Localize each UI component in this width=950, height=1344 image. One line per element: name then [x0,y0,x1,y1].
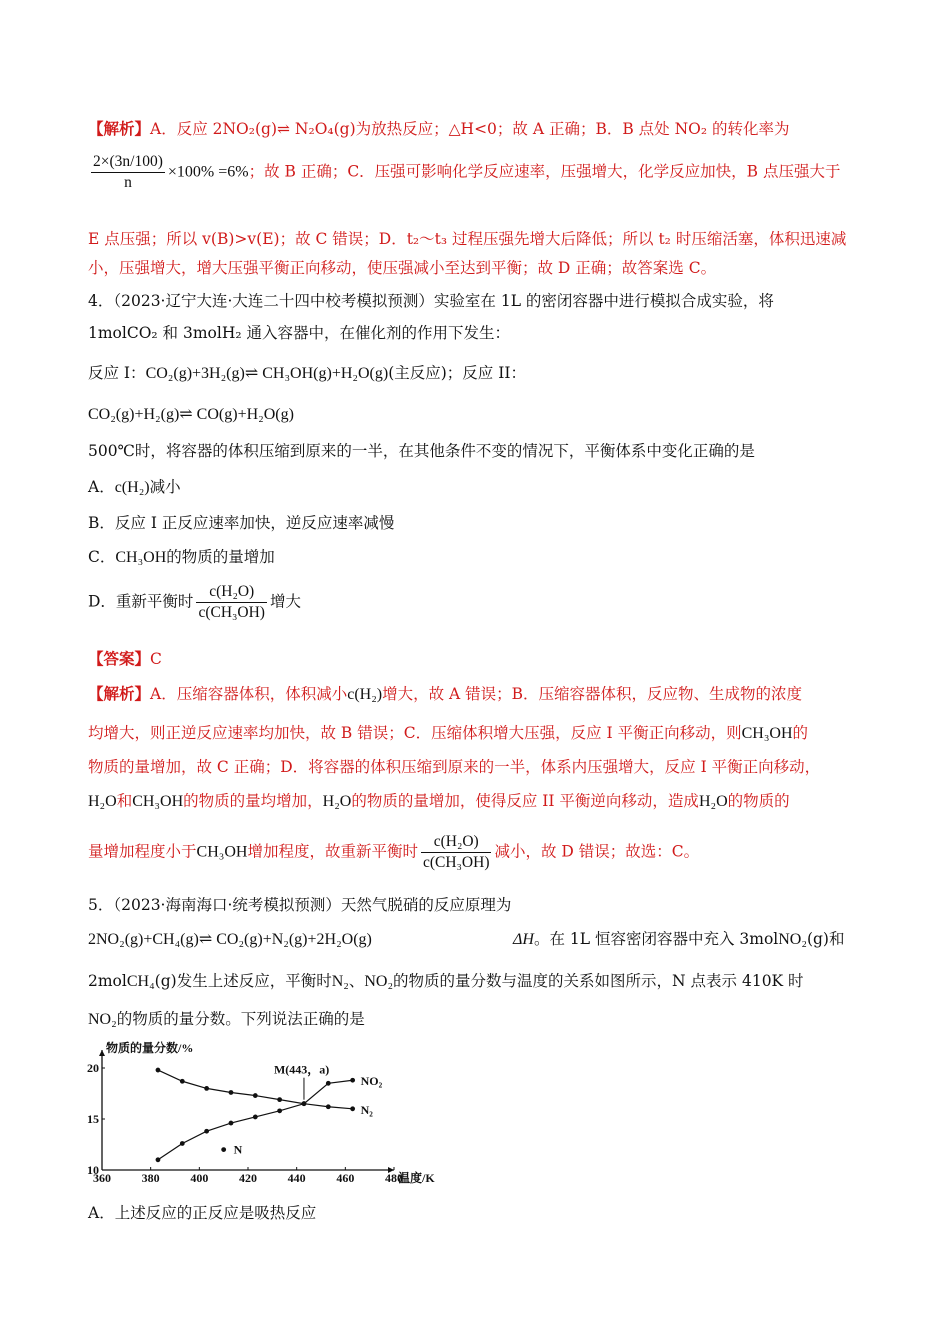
analysis-text: 的物质的 [727,792,790,810]
data-point [180,1141,185,1146]
q4-option-d [88,582,301,623]
series-label: NO₂ [360,1074,383,1089]
q5-math: NO₂ [778,931,807,948]
q5-text: (g)发生上述反应，平衡时 [154,972,332,990]
q4-analysis-line3: 物质的量增加，故 C 正确；D．将容器的体积压缩到原来的一半，体系内压强增大，反应 I 平衡正向移动， [88,758,821,776]
y-axis-arrow [99,1050,105,1056]
q5-math: NO₂ [88,1011,117,1028]
option-c-math: CH₃OH [115,549,167,566]
analysis-math: CH₃OH [196,843,248,861]
analysis-text: 和 [116,792,133,810]
option-c-text: 的物质的量增加 [166,548,275,566]
q4-answer [88,648,162,670]
point-n-label: N [233,1142,243,1157]
x-tick-label: 400 [190,1171,209,1185]
q3-analysis-line1 [88,118,790,140]
q3-analysis-text1: A．反应 2NO₂(g)⇌ N₂O₄(g)为放热反应；△H<0；故 A 正确；B．B 点处 NO₂ 的转化率为 [150,120,790,138]
q5-text: (g)和 [806,930,845,948]
analysis-tag: 【解析】 [88,684,151,703]
q4-stem-line5: 500℃时，将容器的体积压缩到原来的一半，在其他条件不变的情况下，平衡体系中变化正确的是 [88,442,755,460]
y-tick-label: 15 [87,1112,99,1126]
reaction-1-label: 反应 I： [88,364,146,382]
analysis-math: CH₃OH [741,725,793,742]
analysis-text: A．压缩容器体积，体积减小 [150,685,348,703]
q5-stem-line3 [88,970,804,993]
q3-analysis-line2 [88,152,841,193]
mole-fraction-chart [84,1040,435,1190]
q5-stem-line1: 5．（2023·海南海口·统考模拟预测）天然气脱硝的反应原理为 [88,896,512,914]
q5-option-a: A．上述反应的正反应是吸热反应 [88,1204,317,1222]
option-d-label: D．重新平衡时 [88,592,194,611]
x-axis-label: 温度/K [398,1171,435,1185]
x-tick-label: 440 [287,1171,306,1185]
q4-analysis-line4 [88,790,790,813]
annotation-m: M(443，a) [273,1062,330,1077]
data-point [326,1104,331,1109]
reaction-2-label: (主反应)；反应 II： [388,364,526,382]
data-point [180,1079,185,1084]
analysis-numerator: c(H₂O) [421,832,492,853]
q5-line2-tail [513,928,844,951]
x-tick-label: 360 [93,1171,111,1185]
data-point [253,1115,258,1120]
delta-h: ΔH [513,931,534,948]
q5-text: 。在 1L 恒容密闭容器中充入 3mol [533,930,779,948]
q4-option-a [88,476,181,499]
data-point [277,1097,282,1102]
analysis-text: 均增大，则正逆反应速率均加快，故 B 错误；C．压缩体积增大压强，反应 I 平衡正向移动，则 [88,724,742,742]
data-point [229,1121,234,1126]
data-point [156,1157,161,1162]
q3-analysis-text2: ；故 B 正确；C．压强可影响化学反应速率，压强增大，化学反应加快，B 点压强大于 [248,162,841,181]
q5-math: N₂ [331,973,349,990]
analysis-text: 减小，故 D 错误；故选：C。 [494,842,700,861]
q4-option-b: B．反应 I 正反应速率加快，逆反应速率减慢 [88,514,395,532]
q5-text: 、 [348,972,365,990]
answer-tag: 【答案】 [88,649,151,668]
option-d-denominator: c(CH₃OH) [198,604,265,621]
q5-text: 2mol [88,972,127,990]
data-point [156,1068,161,1073]
reaction-2-equation: CO₂(g)+H₂(g)⇌ CO(g)+H₂O(g) [88,406,294,423]
q5-text: 的物质的量分数。下列说法正确的是 [116,1010,365,1028]
analysis-text: 增加程度，故重新平衡时 [247,842,418,861]
q4-reaction-2 [88,403,294,426]
analysis-math: H₂O [698,793,728,810]
analysis-text: 增大，故 A 错误；B．压缩容器体积，反应物、生成物的浓度 [382,685,803,703]
q4-reaction-1 [88,362,526,385]
data-point [277,1108,282,1113]
option-d-fraction [196,582,267,623]
reaction-1-equation: CO₂(g)+3H₂(g)⇌ CH₃OH(g)+H₂O(g) [145,365,389,382]
x-tick-label: 380 [141,1171,160,1185]
data-point [253,1093,258,1098]
analysis-math: H₂O [322,793,352,810]
data-point [326,1081,331,1086]
conversion-fraction [91,152,165,193]
analysis-text: 的物质的量增加，使得反应 II 平衡逆向移动，造成 [351,792,699,810]
option-a-math: c(H₂) [114,479,150,496]
q5-stem-line4 [88,1008,365,1031]
q5-stem-line2 [88,928,868,951]
analysis-text: 的物质的量均增加， [183,792,323,810]
option-c-label: C． [88,548,116,566]
analysis-math: c(H₂) [347,686,383,703]
y-tick-label: 10 [87,1163,99,1177]
series-label: N₂ [360,1102,373,1117]
fraction-numerator: 2×(3n/100) [91,152,165,173]
y-tick-label: 20 [87,1061,99,1075]
q5-text: 的物质的量分数与温度的关系如图所示，N 点表示 410K 时 [393,972,804,990]
data-point [350,1078,355,1083]
option-d-numerator: c(H₂O) [196,582,267,603]
q4-analysis-line5 [88,832,699,873]
q5-math: CH₄ [126,973,155,990]
analysis-tag: 【解析】 [88,119,151,138]
q5-equation: 2NO₂(g)+CH₄(g)⇌ CO₂(g)+N₂(g)+2H₂O(g) [88,931,372,948]
x-tick-label: 460 [336,1171,355,1185]
analysis-math: CH₃OH [132,793,184,810]
q3-analysis-line3: E 点压强；所以 v(B)>v(E)；故 C 错误；D．t₂～t₃ 过程压强先增大后降低；所以 t₂ 时压缩活塞，体积迅速减 [88,230,847,248]
x-tick-label: 420 [239,1171,257,1185]
q4-stem-line1: 4．（2023·辽宁大连·大连二十四中校考模拟预测）实验室在 1L 的密闭容器中进行模拟合成实验，将 [88,292,774,310]
analysis-text: 的 [792,724,809,742]
data-point [204,1086,209,1091]
analysis-denominator: c(CH₃OH) [422,854,490,871]
option-a-text: 减小 [149,478,181,496]
x-tick-label: 480 [385,1171,403,1185]
q4-analysis-line2 [88,722,808,745]
fraction-denominator: n [124,174,132,191]
option-d-text: 增大 [269,592,301,611]
point-n [221,1147,226,1152]
y-axis-label: 物质的量分数/% [106,1041,194,1055]
series-line-n2 [158,1104,353,1160]
q4-stem-line2: 1molCO₂ 和 3molH₂ 通入容器中，在催化剂的作用下发生： [88,324,510,342]
q5-math: NO₂ [364,973,394,990]
q3-analysis-line4: 小，压强增大，增大压强平衡正向移动，使压强减小至达到平衡；故 D 正确；故答案选 C。 [88,259,717,277]
conversion-result: ×100% =6% [167,163,249,181]
data-point [350,1106,355,1111]
analysis-fraction [421,832,492,873]
data-point [204,1129,209,1134]
analysis-text: 量增加程度小于 [88,842,197,861]
analysis-math: H₂O [88,793,117,810]
option-a-label: A． [88,478,115,496]
q4-analysis-line1 [88,683,802,706]
answer-value: C [150,650,162,668]
data-point [302,1101,307,1106]
q4-option-c [88,546,275,569]
data-point [229,1090,234,1095]
